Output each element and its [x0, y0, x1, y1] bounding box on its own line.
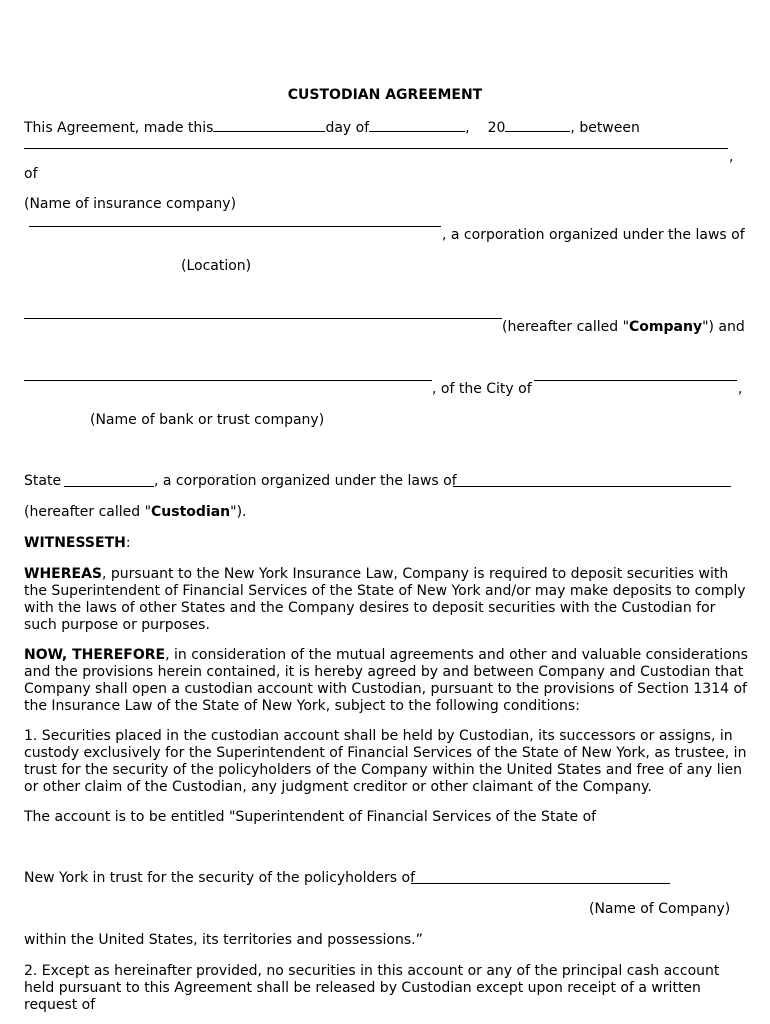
between-text: , between: [570, 120, 640, 136]
hereafter-company-pre: (hereafter called ": [502, 319, 630, 335]
hereafter-custodian-pre: (hereafter called ": [24, 504, 152, 520]
within-us-text: within the United States, its territories and possessions.”: [24, 932, 423, 948]
witnesseth-term: WITNESSETH: [24, 535, 126, 551]
company-caption: (Name of Company): [589, 901, 731, 917]
bank-name-blank[interactable]: [24, 380, 432, 381]
agreement-date-line: [24, 118, 640, 137]
clause-1-paragraph: 1. Securities placed in the custodian account shall be held by Custodian, its successors or assigns, in custody exclusively for the Superintendent of Financial Services of the State of New York, as trustee, in trust for the security of the policyholders of the Company within the United States and free of any lien or other claim of the Custodian, any judgment creditor or other claimant of the Company.: [24, 728, 747, 795]
location-caption: (Location): [181, 258, 252, 274]
hereafter-custodian-text: [24, 504, 247, 521]
day-blank[interactable]: [213, 118, 325, 132]
whereas-paragraph: [24, 566, 750, 634]
account-title-line: The account is to be entitled "Superintendent of Financial Services of the State of: [24, 809, 597, 825]
bank-caption: (Name of bank or trust company): [90, 412, 325, 428]
witnesseth-heading: [24, 535, 131, 552]
whereas-text: , pursuant to the New York Insurance Law, Company is required to deposit securities with the Superintendent of Financial Services of the State of New York and/or may make deposits to comply with the laws of other States and the Company desires to deposit securities with the Custodian for such purpose or purposes.: [24, 566, 746, 633]
hereafter-company-post: ") and: [702, 319, 745, 335]
policyholder-company-blank[interactable]: [411, 883, 670, 884]
state-laws-blank[interactable]: [453, 486, 731, 487]
ny-trust-line: New York in trust for the security of the policyholders of: [24, 870, 416, 886]
insurer-name-blank[interactable]: [24, 148, 728, 149]
agreement-intro-text: This Agreement, made this: [24, 120, 214, 136]
month-blank[interactable]: [369, 118, 465, 132]
whereas-term: WHEREAS: [24, 566, 102, 582]
state-corp-laws-of-text: , a corporation organized under the laws of: [154, 473, 457, 489]
location-blank[interactable]: [29, 226, 441, 227]
corp-laws-of-text: , a corporation organized under the laws of: [442, 227, 745, 243]
state-blank[interactable]: [64, 486, 154, 487]
insurer-caption: (Name of insurance company): [24, 196, 237, 212]
day-of-text: day of: [325, 120, 370, 136]
now-therefore-paragraph: [24, 647, 750, 715]
clause-2-paragraph: 2. Except as hereinafter provided, no securities in this account or any of the principal cash account held pursuant to this Agreement shall be released by Custodian except upon receipt of a written request of: [24, 963, 720, 1013]
now-therefore-text: , in consideration of the mutual agreements and other and valuable considerations and the provisions herein contained, it is hereby agreed by and between Company and Custodian that Company shall open a custodian account with Custodian, pursuant to the provisions of Section 1314 of the Insurance Law of the State of New York, subject to the following conditions:: [24, 647, 748, 714]
insurer-line-comma: ,: [729, 149, 734, 165]
state-line: [24, 473, 61, 490]
date-separator: ,: [465, 120, 470, 136]
state-text: State: [24, 473, 62, 489]
of-city-text: , of the City of: [432, 381, 532, 397]
of-text: of: [24, 166, 38, 182]
company-name-blank[interactable]: [24, 318, 502, 319]
company-term: Company: [629, 319, 703, 335]
city-blank[interactable]: [534, 380, 737, 381]
year-blank[interactable]: [505, 118, 570, 132]
hereafter-company-text: [502, 319, 745, 336]
custodian-term: Custodian: [151, 504, 231, 520]
now-therefore-term: NOW, THEREFORE: [24, 647, 166, 663]
year-prefix-text: 20: [487, 120, 506, 136]
document-title: CUSTODIAN AGREEMENT: [287, 87, 483, 103]
hereafter-custodian-post: ").: [230, 504, 247, 520]
witnesseth-colon: :: [125, 535, 131, 551]
city-line-comma: ,: [738, 381, 743, 397]
